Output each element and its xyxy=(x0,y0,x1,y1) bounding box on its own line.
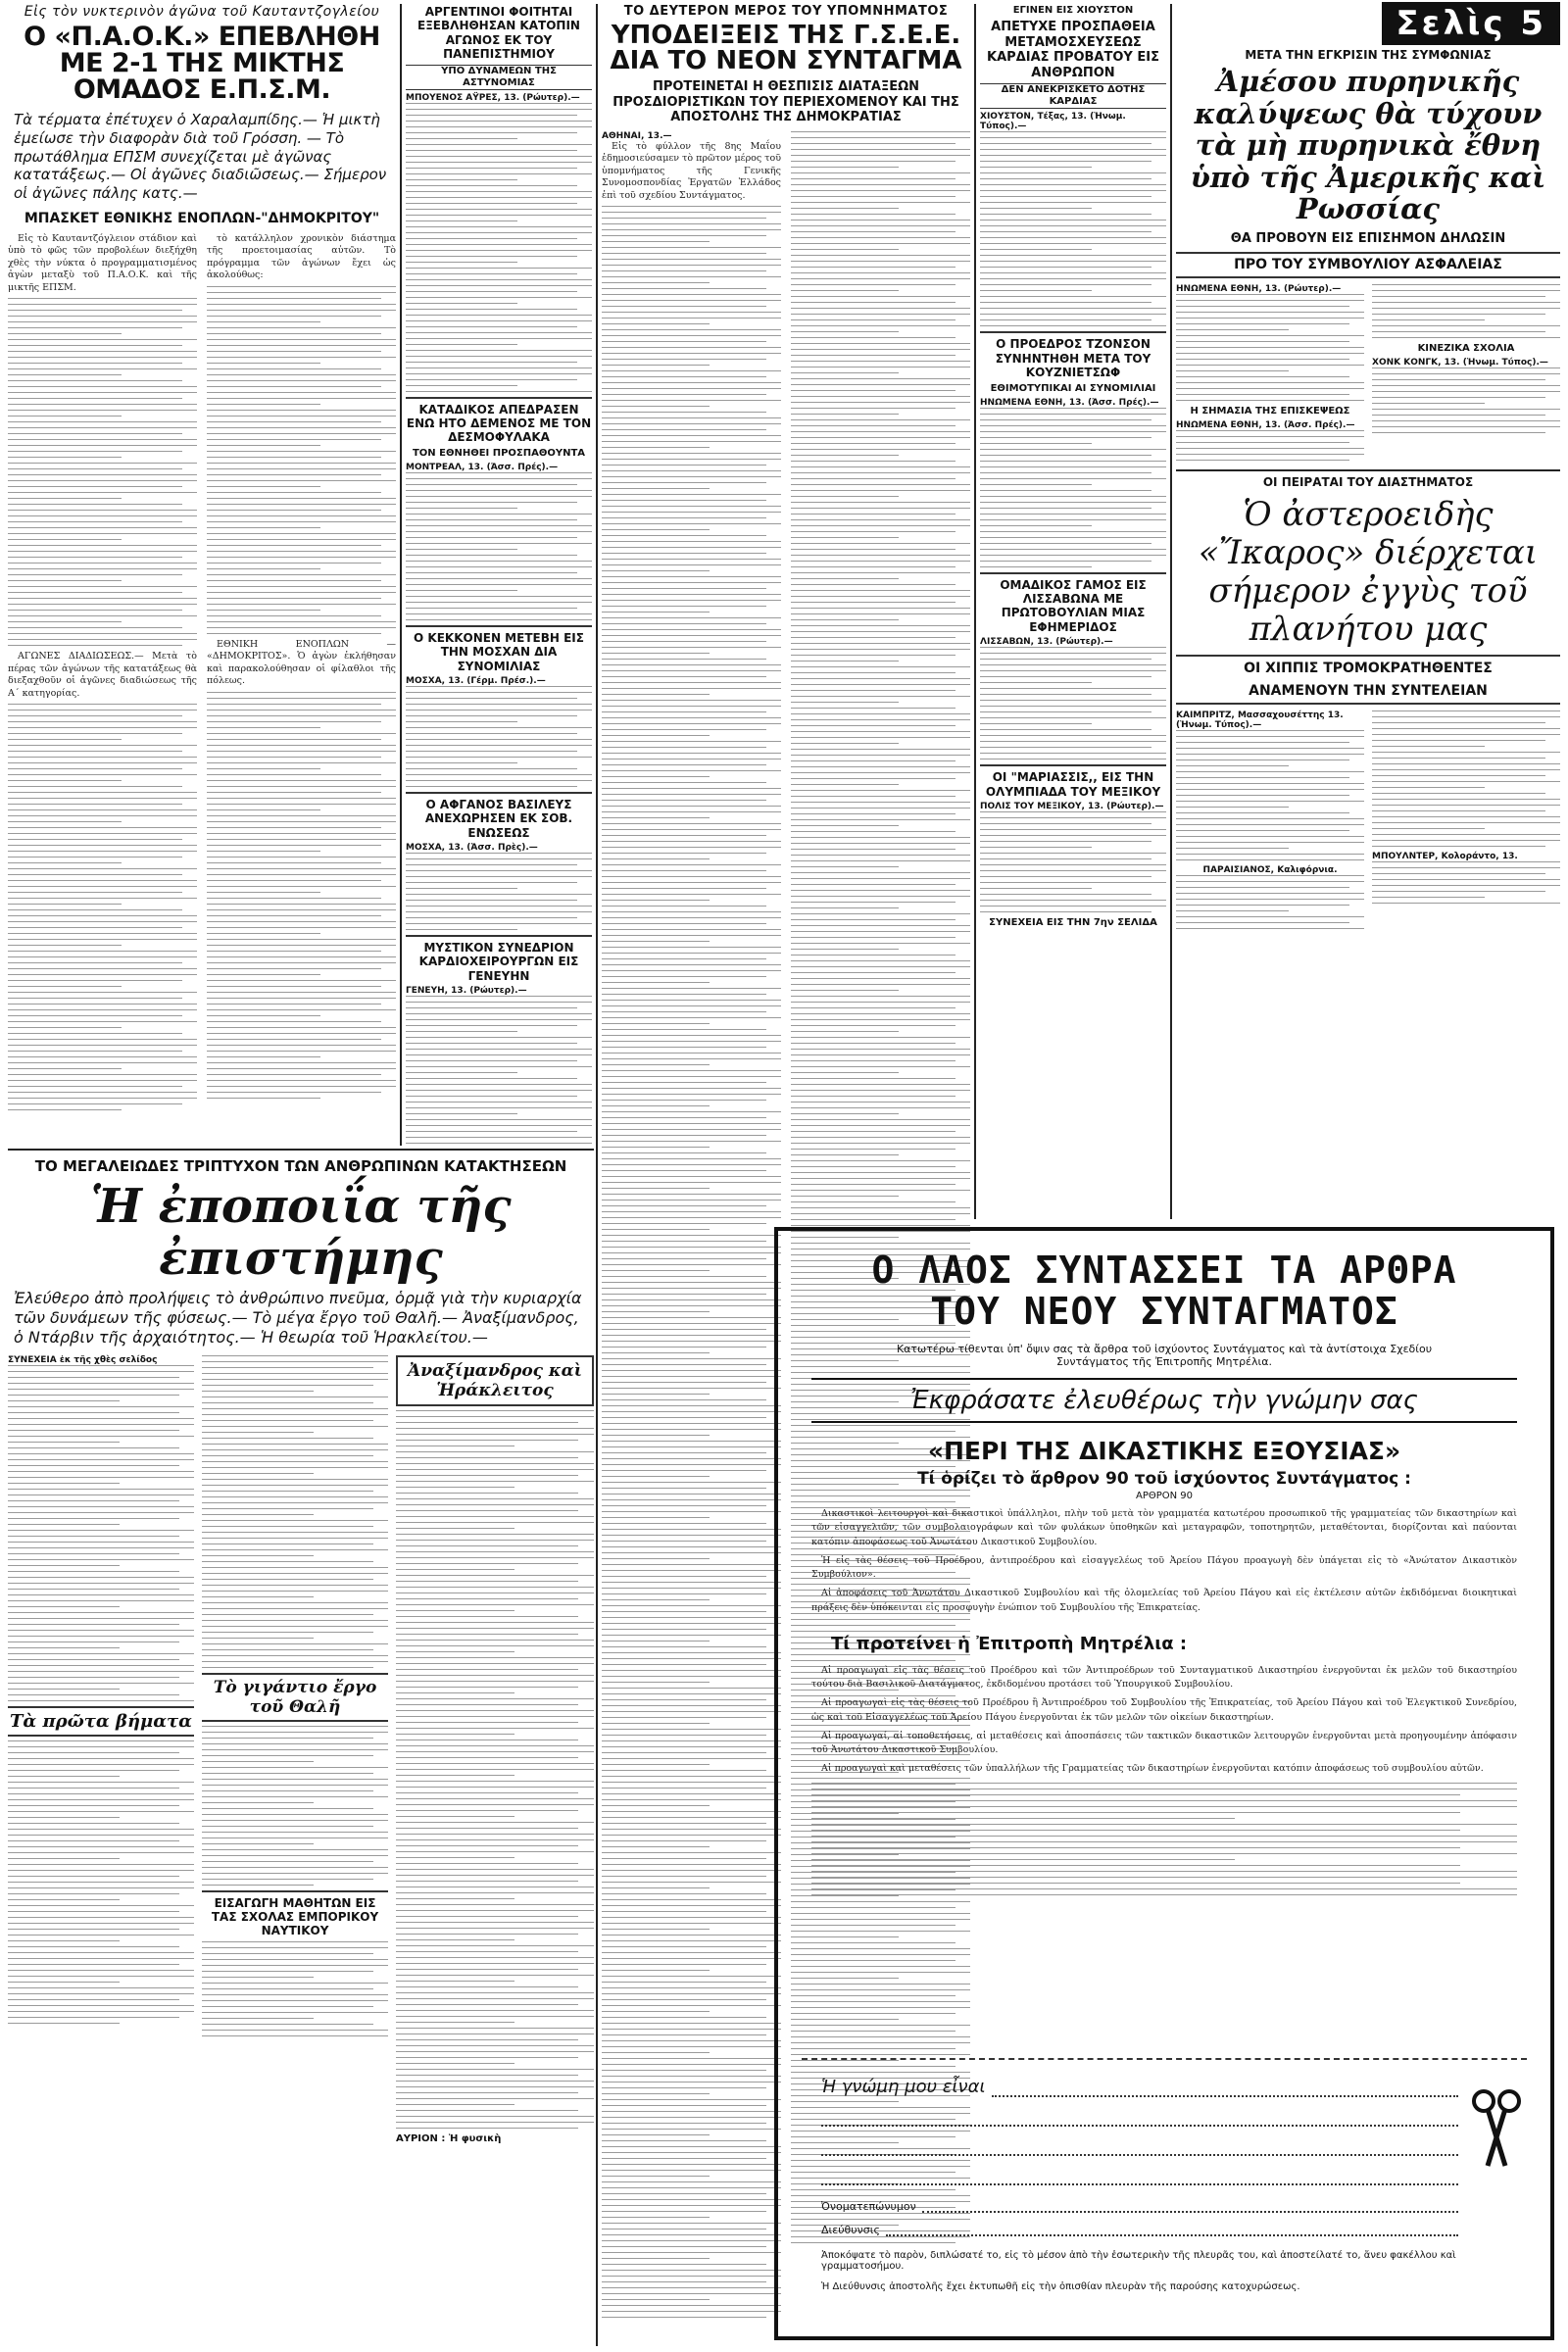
nuclear-dateline-3: ΗΝΩΜΕΝΑ ΕΘΝΗ, 13. (Ἀσσ. Πρές).— xyxy=(1176,420,1355,431)
wedding-headline: ΟΜΑΔΙΚΟΣ ΓΑΜΟΣ ΕΙΣ ΛΙΣΣΑΒΩΝΑ ΜΕ ΠΡΩΤΟΒΟΥΛΙΑΝ ΜΙΑΣ ΕΦΗΜΕΡΙΔΟΣ xyxy=(980,572,1166,635)
science-box-first-steps: Τὰ πρῶτα βήματα xyxy=(8,1706,194,1737)
icarus-headline: Ὁ ἀστεροειδὴς «Ἴκαρος» διέρχεται σήμερον ἐγγὺς τοῦ πλανήτου μας xyxy=(1198,494,1539,649)
brief-subhead-1: ΥΠΟ ΔΥΝΑΜΕΩΝ ΤΗΣ ΑΣΤΥΝΟΜΙΑΣ xyxy=(406,65,592,90)
section-divider xyxy=(8,1149,594,1151)
brief-lines-4 xyxy=(406,853,592,930)
survey-form xyxy=(802,2058,1527,2323)
mariachi-headline: ΟΙ "ΜΑΡΙΑΣΣΙΣ,, ΕΙΣ ΤΗΝ ΟΛΥΜΠΙΑΔΑ ΤΟΥ ΜΕΞΙΚΟΥ xyxy=(980,764,1166,799)
sports-text-4: ΕΘΝΙΚΗ ΕΝΟΠΛΩΝ — «ΔΗΜΟΚΡΙΤΟΣ». Ὁ ἀγὼν ἐκλήθησαν καὶ παρακολούθησαν οἱ φίλαθλοι τῆς πόλεως. xyxy=(207,638,396,687)
science-lines-3 xyxy=(202,1355,388,1668)
mariachi-lines xyxy=(980,811,1166,912)
nuclear-small-head-2: Η ΣΗΜΑΣΙΑ ΤΗΣ ΕΠΙΣΚΕΨΕΩΣ xyxy=(1190,406,1350,417)
wedding-lines xyxy=(980,647,1166,760)
nuclear-headline: Ἀμέσου πυρηνικῆς καλύψεως θὰ τύχουν τὰ μὴ πυρηνικὰ ἔθνη ὑπὸ τῆς Ἀμερικῆς καὶ Ρωσσίας xyxy=(1190,65,1546,226)
icarus-dateline-2: ΠΑΡΑΙΣΙΑΝΟΣ, Καλιφόρνια. xyxy=(1202,865,1338,876)
school-headline: ΕΙΣΑΓΩΓΗ ΜΑΘΗΤΩΝ ΕΙΣ ΤΑΣ ΣΧΟΛΑΣ ΕΜΠΟΡΙΚΟΥ ΝΑΥΤΙΚΟΥ xyxy=(202,1890,388,1938)
constitution-headline: ΥΠΟΔΕΙΞΕΙΣ ΤΗΣ Γ.Σ.Ε.Ε. ΔΙΑ ΤΟ ΝΕΟΝ ΣΥΝΤΑΓΜΑ xyxy=(610,21,962,75)
johnson-subhead: ΕΘΙΜΟΤΥΠΙΚΑΙ ΑΙ ΣΥΝΟΜΙΛΙΑΙ xyxy=(990,382,1156,394)
opinion-field-line-4[interactable] xyxy=(821,2162,1458,2185)
nuclear-lines-3 xyxy=(1176,430,1364,461)
survey-paragraph-5: Αἱ προαγωγαὶ εἰς τὰς θέσεις τοῦ Προέδρου ἢ Ἀντιπροέδρου τοῦ Συμβουλίου τῆς Ἐπικρατείας, τοῦ Ἀρείου Πάγου καὶ τοῦ Ἐλεγκτικοῦ Συνεδρίου, ὡς καὶ τοῦ Εἰσαγγελέως τοῦ Ἀρείου Πάγου ἐνεργοῦνται ἐκ τῶν μελῶν τῶν οἰκείων δικαστηρίων. xyxy=(811,1697,1517,1723)
sports-text-3: τὸ κατάλληλον χρονικὸν διάστημα τῆς προετοιμασίας αὐτῶν. Τὸ πρόγραμμα τῶν ἀγώνων ἔχει ὡς ἀκολούθως: xyxy=(207,232,396,281)
news-briefs-column xyxy=(406,2,592,1144)
icarus-dateline-3: ΜΠΟΥΛΝΤΕΡ, Κολοράντο, 13. xyxy=(1372,852,1518,862)
opinion-field[interactable] xyxy=(992,2074,1458,2097)
science-lines-4 xyxy=(202,1726,388,1886)
survey-paragraph-6: Αἱ προαγωγαί, αἱ τοποθετήσεις, αἱ μεταθέσεις καὶ ἀποσπάσεις τῶν τακτικῶν δικαστικῶν λειτουργῶν ἐνεργοῦνται μετὰ προηγουμένην ἀπόφασιν τοῦ Ἀνωτάτου Δικαστικοῦ Συμβουλίου. xyxy=(811,1730,1517,1756)
survey-paragraph-1: Δικαστικοὶ λειτουργοὶ καὶ δικαστικοὶ ὑπάλληλοι, πλὴν τοῦ μετὰ τὸν γραμματέα κατωτέρου προσωπικοῦ τῆς γραμματείας τῶν δικαστηρίων καὶ τῶν εἰσαγγελιῶν, τῶν συμβολαιογράφων καὶ τῶν φυλάκων ὑποθηκῶν καὶ μεταγραφῶν, τοποτηρητῶν, μεταθέτονται, διορίζονται καὶ παύονται κατόπιν ἀποφάσεως τοῦ Ἀνωτάτου Δικαστικοῦ Συμβουλίου. xyxy=(811,1507,1517,1548)
constitution-survey-box xyxy=(774,1227,1554,2340)
science-kicker: ΤΟ ΜΕΓΑΛΕΙΩΔΕΣ ΤΡΙΠΤΥΧΟΝ ΤΩΝ ΑΝΘΡΩΠΙΝΩΝ ΚΑΤΑΚΤΗΣΕΩΝ xyxy=(34,1157,567,1175)
sports-text-lines-2 xyxy=(8,704,197,1110)
survey-topic: «ΠΕΡΙ ΤΗΣ ΔΙΚΑΣΤΙΚΗΣ ΕΞΟΥΣΙΑΣ» xyxy=(927,1436,1401,1465)
nuclear-kicker: ΜΕΤΑ ΤΗΝ ΕΓΚΡΙΣΙΝ ΤΗΣ ΣΥΜΦΩΝΙΑΣ xyxy=(1245,48,1492,62)
address-field[interactable] xyxy=(886,2221,1458,2236)
continued-note: ΣΥΝΕΧΕΙΑ ΕΙΣ ΤΗΝ 7ην ΣΕΛΙΔΑ xyxy=(989,916,1157,928)
column-rule xyxy=(400,4,402,1146)
brief-lines-1 xyxy=(406,103,592,392)
heart-dateline: ΧΙΟΥΣΤΟΝ, Τέξας, 13. (Ἡνωμ. Τύπος).— xyxy=(980,112,1126,132)
address-label: Διεύθυνσις xyxy=(821,2224,880,2236)
sports-article xyxy=(8,2,396,1144)
brief-dateline-5: ΓΕΝΕΥΗ, 13. (Ρώυτερ).— xyxy=(406,986,527,997)
icarus-subhead-2: ΑΝΑΜΕΝΟΥΝ ΤΗΝ ΣΥΝΤΕΛΕΙΑΝ xyxy=(1176,683,1560,706)
wedding-dateline: ΛΙΣΣΑΒΩΝ, 13. (Ρώυτερ).— xyxy=(980,637,1113,648)
science-box-anaximander: Ἀναξίμανδρος καὶ Ἡράκλειτος xyxy=(396,1355,594,1406)
survey-question-2: Τί προτείνει ἡ Ἐπιτροπὴ Μητρέλια : xyxy=(831,1633,1188,1654)
opinion-label: Ἡ γνώμη μου εἶναι xyxy=(821,2077,986,2097)
column-rule xyxy=(1170,4,1172,1219)
sports-kicker: Εἰς τὸν νυκτερινὸν ἀγῶνα τοῦ Καυταντζογλείου xyxy=(24,4,380,20)
brief-lines-2 xyxy=(406,472,592,620)
brief-lines-3 xyxy=(406,686,592,787)
brief-dateline-2: ΜΟΝΤΡΕΑΛ, 13. (Ἀσσ. Πρές).— xyxy=(406,462,559,472)
address-instruction: Ἡ Διεύθυνσις ἀποστολῆς ἔχει ἐκτυπωθῆ εἰς τὴν ὀπισθίαν πλευρὰν τῆς παρούσης κατοχυρώσεως. xyxy=(821,2281,1300,2292)
nuclear-small-head-1: ΚΙΝΕΖΙΚΑ ΣΧΟΛΙΑ xyxy=(1417,343,1515,355)
nuclear-lines-1 xyxy=(1176,294,1364,401)
survey-paragraph-3: Αἱ ἀποφάσεις τοῦ Ἀνωτάτου Δικαστικοῦ Συμβουλίου καὶ τῆς ὁλομελείας τοῦ Ἀρείου Πάγου καὶ εἰς ἐκτέλεσιν αὐτῶν ἐκδιδόμεναι διοικητικαὶ πράξεις δὲν ὑπόκεινται εἰς προσφυγὴν ἐνώπιον τοῦ Συμβουλίου τῆς Ἐπικρατείας. xyxy=(811,1588,1517,1613)
name-field[interactable] xyxy=(922,2197,1458,2213)
brief-lines-5 xyxy=(406,996,592,1144)
survey-paragraph-2: Ἡ εἰς τὰς θέσεις τοῦ Προέδρου, ἀντιπροέδρου καὶ εἰσαγγελέως τοῦ Ἀρείου Πάγου προαγωγὴ δὲν ὑπάγεται εἰς τὸ «Ἀνώτατον Δικαστικὸν Συμβούλιον». xyxy=(811,1554,1517,1581)
section-divider xyxy=(1176,469,1560,471)
heart-lines xyxy=(980,131,1166,326)
survey-paragraph-7: Αἱ προαγωγαὶ καὶ μεταθέσεις τῶν ὑπαλλήλων τῆς Γραμματείας τῶν δικαστηρίων ἐνεργοῦνται κατόπιν ἀποφάσεως τοῦ συμβουλίου αὐτῶν. xyxy=(821,1762,1484,1774)
constitution-lines-1 xyxy=(602,206,781,2318)
icarus-lines-2 xyxy=(1176,875,1364,929)
sports-text-lines-4 xyxy=(207,692,396,1099)
science-lines-6 xyxy=(396,1410,594,2129)
nuclear-dateline-2: ΧΟΝΚ ΚΟΝΓΚ, 13. (Ἡνωμ. Τύπος).— xyxy=(1372,358,1548,368)
brief-headline-4: Ο ΑΦΓΑΝΟΣ ΒΑΣΙΛΕΥΣ ΑΝΕΧΩΡΗΣΕΝ ΕΚ ΣΟΒ. ΕΝΩΣΕΩΣ xyxy=(406,792,592,840)
science-intro: ΣΥΝΕΧΕΙΑ ἐκ τῆς χθὲς σελίδος xyxy=(8,1354,158,1365)
heart-kicker: ΕΓΙΝΕΝ ΕΙΣ ΧΙΟΥΣΤΟΝ xyxy=(1012,5,1134,16)
mail-instruction: Ἀποκόψατε τὸ παρὸν, διπλώσατέ το, εἰς τὸ μέσον ἀπὸ τὴν ἐσωτερικὴν τῆς πλευρᾶς του, καὶ ἀποστείλατέ το, ἄνευ φακέλλου καὶ γραμματοσήμου. xyxy=(821,2250,1456,2272)
icarus-kicker: ΟΙ ΠΕΙΡΑΤΑΙ ΤΟΥ ΔΙΑΣΤΗΜΑΤΟΣ xyxy=(1262,475,1474,490)
survey-cta: Ἐκφράσατε ἐλευθέρως τὴν γνώμην σας xyxy=(811,1378,1517,1423)
sports-text-1: Εἰς τὸ Καυταντζόγλειον στάδιον καὶ ὑπὸ τὸ φῶς τῶν προβολέων διεξήχθη χθὲς τὴν νύκτα ὁ προγραμματισμένος ἀγὼν μεταξὺ τοῦ Π.Α.Ο.Κ. καὶ τῆς μικτῆς ΕΠΣΜ. xyxy=(8,232,197,293)
johnson-headline: Ο ΠΡΟΕΔΡΟΣ ΤΖΟΝΣΟΝ ΣΥΝΗΝΤΗΘΗ ΜΕΤΑ ΤΟΥ ΚΟΥΖΝΙΕΤΣΩΦ xyxy=(980,331,1166,379)
science-headline: Ἡ ἐποποιΐα τῆς ἐπιστήμης xyxy=(90,1179,512,1286)
survey-headline: Ο ΛΑΟΣ ΣΥΝΤΑΣΣΕΙ ΤΑ ΑΡΘΡΑ ΤΟΥ ΝΕΟΥ ΣΥΝΤΑΓΜΑΤΟΣ xyxy=(871,1249,1457,1333)
opinion-field-line-2[interactable] xyxy=(821,2103,1458,2127)
science-lines-5 xyxy=(202,1941,388,2036)
opinion-field-line-3[interactable] xyxy=(821,2132,1458,2156)
science-lines-2 xyxy=(8,1740,194,2024)
name-label: Ὀνοματεπώνυμον xyxy=(821,2200,916,2213)
brief-dateline-4: ΜΟΣΧΑ, 13. (Ἀσσ. Πρὲς).— xyxy=(406,843,538,854)
world-briefs-column xyxy=(980,2,1166,1217)
science-lines-1 xyxy=(8,1365,194,1701)
brief-subhead-2: ΤΟΝ ΕΘΝΗΘΕΙ ΠΡΟΣΠΑΘΟΥΝΤΑ xyxy=(412,447,586,459)
constitution-dateline: ΑΘΗΝΑΙ, 13.— xyxy=(602,130,672,141)
science-box-thales: Τὸ γιγάντιο ἔργο τοῦ Θαλῆ xyxy=(202,1673,388,1722)
sports-text-2: ΑΓΩΝΕΣ ΔΙΑΔΙΩΣΕΩΣ.— Μετὰ τὸ πέρας τῶν ἀγώνων τῆς κατατάξεως θὰ διεξαχθοῦν οἱ ἀγῶνες διαδιώσεως τῆς Α΄ κατηγορίας. xyxy=(8,651,197,699)
page-number-badge: Σελὶς 5 xyxy=(1382,2,1560,45)
science-subhead: Ἐλεύθερο ἀπὸ προλήψεις τὸ ἀνθρώπινο πνεῦμα, ὁρμᾷ γιὰ τὴν κυριαρχία τῶν δυνάμεων τῆς φύσεως.— Τὸ μέγα ἔργο τοῦ Θαλῆ.— Ἀναξίμανδρος, ὁ Ντάρβιν τῆς ἀρχαιότητος.— Ἡ θεωρία τοῦ Ἡρακλείτου.— xyxy=(14,1288,582,1347)
science-tomorrow: ΑΥΡΙΟΝ : Ἡ φυσικὴ xyxy=(396,2132,502,2144)
survey-proposal-text xyxy=(811,1664,1517,1777)
sports-subhead: Τὰ τέρματα ἐπέτυχεν ὁ Χαραλαμπίδης.— Ἡ μικτὴ ἐμείωσε τὴν διαφορὰν διὰ τοῦ Γρόσση. — Τὸ πρωτάθλημα ΕΠΣΜ συνεχίζεται μὲ ἀγῶνας κατατάξεως.— Οἱ ἀγῶνες διαδιῶσεως.— Σήμερον οἱ ἀγῶνες πάλης κατς.— xyxy=(14,111,387,202)
icarus-dateline-1: ΚΑΙΜΠΡΙΤΖ, Μασσαχουσέττης 13. (Ἡνωμ. Τύπος).— xyxy=(1176,710,1344,731)
survey-intro: Κατωτέρω τίθενται ὑπ' ὄψιν σας τὰ ἄρθρα τοῦ ἰσχύοντος Συντάγματος καὶ τὰ ἀντίστοιχα Σχεδίου Συντάγματος τῆς Ἐπιτροπῆς Μητρέλια. xyxy=(896,1342,1433,1368)
brief-headline-1: ΑΡΓΕΝΤΙΝΟΙ ΦΟΙΤΗΤΑΙ ΕΞΕΒΛΗΘΗΣΑΝ ΚΑΤΟΠΙΝ ΑΓΩΝΟΣ ΕΚ ΤΟΥ ΠΑΝΕΠΙΣΤΗΜΙΟΥ xyxy=(417,5,580,62)
brief-headline-2: ΚΑΤΑΔΙΚΟΣ ΑΠΕΔΡΑΣΕΝ ΕΝΩ ΗΤΟ ΔΕΜΕΝΟΣ ΜΕ ΤΟΝ ΔΕΣΜΟΦΥΛΑΚΑ xyxy=(406,397,592,445)
heart-subhead: ΔΕΝ ΑΝΕΚΡΙΣΚΕΤΟ ΔΟΤΗΣ ΚΑΡΔΙΑΣ xyxy=(980,83,1166,109)
brief-headline-3: Ο ΚΕΚΚΟΝΕΝ ΜΕΤΕΒΗ ΕΙΣ ΤΗΝ ΜΟΣΧΑΝ ΔΙΑ ΣΥΝΟΜΙΛΙΑΣ xyxy=(406,625,592,673)
johnson-lines xyxy=(980,408,1166,567)
nuclear-dateline-1: ΗΝΩΜΕΝΑ ΕΘΝΗ, 13. (Ρώυτερ).— xyxy=(1176,284,1342,295)
survey-paragraph-4: Αἱ προαγωγαὶ εἰς τὰς θέσεις τοῦ Προέδρου καὶ τῶν Ἀντιπροέδρων τοῦ Συνταγματικοῦ Δικαστηρίου ἐνεργοῦνται ἐκ μελῶν τοῦ δικαστηρίου τούτου διὰ Βασιλικοῦ Διατάγματος, ἐκδιδομένου προτάσει τοῦ Ὑπουργικοῦ Συμβουλίου. xyxy=(811,1664,1517,1690)
icarus-lines-3 xyxy=(1372,710,1560,847)
survey-proposal-lines xyxy=(811,1783,1517,1895)
nuclear-lines-2a xyxy=(1372,284,1560,338)
icarus-lines-1 xyxy=(1176,730,1364,860)
constitution-subhead: ΠΡΟΤΕΙΝΕΤΑΙ Η ΘΕΣΠΙΣΙΣ ΔΙΑΤΑΞΕΩΝ ΠΡΟΣΔΙΟΡΙΣΤΙΚΩΝ ΤΟΥ ΠΕΡΙΕΧΟΜΕΝΟΥ ΚΑΙ ΤΗΣ ΑΠΟΣΤΟΛΗΣ ΤΗΣ ΔΗΜΟΚΡΑΤΙΑΣ xyxy=(612,79,959,125)
icarus-subhead-1: ΟΙ ΧΙΠΠΙΣ ΤΡΟΜΟΚΡΑΤΗΘΕΝΤΕΣ xyxy=(1176,655,1560,677)
sports-section-title: ΜΠΑΣΚΕΤ ΕΘΝΙΚΗΣ ΕΝΟΠΛΩΝ-"ΔΗΜΟΚΡΙΤΟΥ" xyxy=(24,210,380,226)
nuclear-subhead-2: ΠΡΟ ΤΟΥ ΣΥΜΒΟΥΛΙΟΥ ΑΣΦΑΛΕΙΑΣ xyxy=(1176,252,1560,278)
brief-dateline-3: ΜΟΣΧΑ, 13. (Γέρμ. Πρέσ.).— xyxy=(406,675,546,686)
survey-article-number: ΑΡΘΡΟΝ 90 xyxy=(1135,1490,1194,1501)
nuclear-subhead-1: ΘΑ ΠΡΟΒΟΥΝ ΕΙΣ ΕΠΙΣΗΜΟΝ ΔΗΛΩΣΙΝ xyxy=(1230,230,1506,246)
column-rule xyxy=(974,4,976,1219)
nuclear-article xyxy=(1176,2,1560,1217)
science-article xyxy=(8,1154,594,2346)
sports-text-lines-3 xyxy=(207,286,396,634)
survey-question-1: Τί ὁρίζει τὸ ἄρθρον 90 τοῦ ἰσχύοντος Συντάγματος : xyxy=(917,1468,1411,1489)
johnson-dateline: ΗΝΩΜΕΝΑ ΕΘΝΗ, 13. (Ἀσσ. Πρές).— xyxy=(980,397,1159,408)
sports-headline: Ο «Π.Α.Ο.Κ.» ΕΠΕΒΛΗΘΗ ΜΕ 2-1 ΤΗΣ ΜΙΚΤΗΣ ΟΜΑΔΟΣ Ε.Π.Σ.Μ. xyxy=(24,22,380,105)
nuclear-lines-2b xyxy=(1372,368,1560,433)
column-rule xyxy=(596,4,598,2346)
icarus-lines-4 xyxy=(1372,861,1560,904)
brief-dateline-1: ΜΠΟΥΕΝΟΣ ΑΫΡΕΣ, 13. (Ρώυτερ).— xyxy=(406,92,580,103)
mariachi-dateline: ΠΟΛΙΣ ΤΟΥ ΜΕΞΙΚΟΥ, 13. (Ρώυτερ).— xyxy=(980,801,1164,811)
sports-text-lines-1 xyxy=(8,298,197,646)
survey-current-text xyxy=(811,1507,1517,1616)
brief-headline-5: ΜΥΣΤΙΚΟΝ ΣΥΝΕΔΡΙΟΝ ΚΑΡΔΙΟΧΕΙΡΟΥΡΓΩΝ ΕΙΣ ΓΕΝΕΥΗΝ xyxy=(406,935,592,983)
scissors-icon xyxy=(1470,2089,1523,2168)
heart-headline: ΑΠΕΤΥΧΕ ΠΡΟΣΠΑΘΕΙΑ ΜΕΤΑΜΟΣΧΕΥΣΕΩΣ ΚΑΡΔΙΑΣ ΠΡΟΒΑΤΟΥ ΕΙΣ ΑΝΘΡΩΠΟΝ xyxy=(987,20,1159,80)
constitution-text: Εἰς τὸ φύλλον τῆς 8ης Μαΐου ἐδημοσιεύσαμεν τὸ πρῶτον μέρος τοῦ ὑπομνήματος τῆς Γενικῆς Συνομοσπονδίας Ἐργατῶν Ἑλλάδος ἐπὶ τοῦ σχεδίου Συντάγματος. xyxy=(602,140,781,201)
constitution-kicker: ΤΟ ΔΕΥΤΕΡΟΝ ΜΕΡΟΣ ΤΟΥ ΥΠΟΜΝΗΜΑΤΟΣ xyxy=(623,4,949,19)
